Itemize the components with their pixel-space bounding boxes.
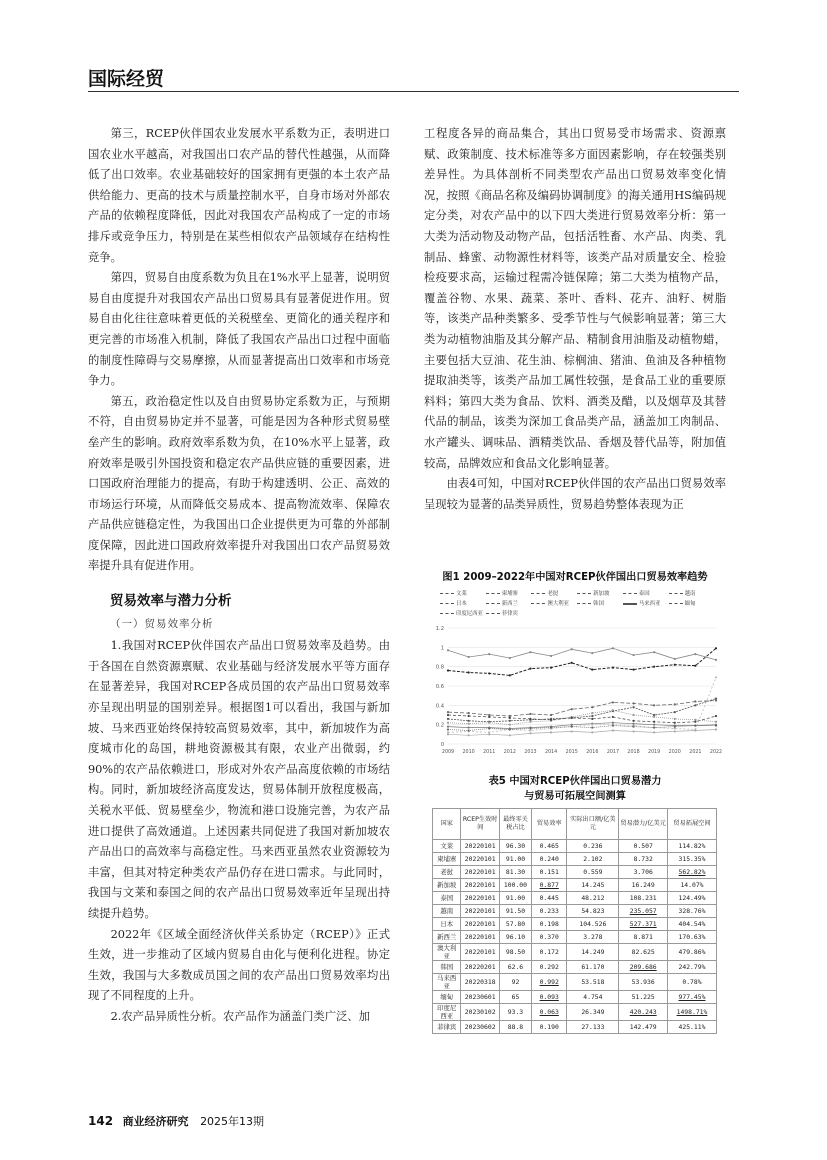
table-cell: 0.063 (532, 1004, 567, 1021)
table-cell: 108.231 (619, 892, 668, 905)
data-point (488, 731, 490, 733)
data-point (612, 701, 614, 703)
table-cell: 479.86% (667, 944, 716, 961)
table-cell: 20220318 (461, 974, 499, 991)
data-point (674, 727, 676, 729)
table-cell: 20220101 (461, 879, 499, 892)
country-cell: 缅甸 (433, 991, 461, 1004)
y-tick-label: 0.6 (435, 684, 444, 690)
table-cell: 0.559 (567, 866, 619, 879)
efficiency-line-chart (424, 584, 726, 760)
data-point (674, 730, 676, 732)
data-point (447, 669, 449, 671)
data-point (468, 729, 470, 731)
table-cell: 1498.71% (667, 1004, 716, 1021)
x-tick-label: 2017 (606, 750, 620, 755)
page-number: 142 (88, 1114, 114, 1128)
table-cell: 3.278 (567, 931, 619, 944)
data-point (591, 726, 593, 728)
data-point (571, 726, 573, 728)
table-cell: 425.11% (667, 1021, 716, 1034)
data-point (468, 726, 470, 728)
data-point (529, 721, 531, 723)
table-cell: 62.6 (499, 961, 531, 974)
table-cell: 48.212 (567, 892, 619, 905)
data-point (509, 734, 511, 736)
data-point (694, 721, 696, 723)
legend-item: 老挝 (531, 589, 575, 597)
legend-item: 菲律宾 (486, 609, 530, 617)
table-cell: 26.349 (567, 1004, 619, 1021)
data-point (509, 674, 511, 676)
table-cell: 20220101 (461, 918, 499, 931)
table-row (433, 961, 717, 974)
table-row (433, 892, 717, 905)
table-cell: 170.63% (667, 931, 716, 944)
table-cell: 53.936 (619, 974, 668, 991)
table-cell: 0.190 (532, 1021, 567, 1034)
data-point (715, 647, 717, 649)
table-cell: 57.80 (499, 918, 531, 931)
journal-name: 商业经济研究 (122, 1115, 189, 1128)
data-point (715, 721, 717, 723)
series-line (448, 699, 716, 722)
table-cell: 315.35% (667, 853, 716, 866)
data-point (488, 733, 490, 735)
table-cell: 977.45% (667, 991, 716, 1004)
data-point (653, 651, 655, 653)
country-cell: 泰国 (433, 892, 461, 905)
data-point (447, 711, 449, 713)
table-cell: 14.07% (667, 879, 716, 892)
data-point (447, 722, 449, 724)
table-cell: 98.50 (499, 944, 531, 961)
data-point (694, 725, 696, 727)
data-point (715, 728, 717, 730)
table-cell: 81.30 (499, 866, 531, 879)
data-point (529, 727, 531, 729)
col-header: 最终零关税占比 (499, 809, 531, 840)
table-row (433, 853, 717, 866)
table-cell: 0.236 (567, 840, 619, 853)
legend-item: 韩国 (577, 599, 621, 607)
table-cell: 96.30 (499, 840, 531, 853)
x-tick-label: 2015 (565, 750, 578, 755)
table-cell: 16.249 (619, 879, 668, 892)
x-tick-label: 2018 (627, 750, 640, 755)
data-point (468, 723, 470, 725)
right-column (424, 124, 726, 515)
data-point (529, 713, 531, 715)
data-point (447, 731, 449, 733)
legend-item: 柬埔寨 (486, 589, 530, 597)
table-cell: 114.82% (667, 840, 716, 853)
data-point (571, 724, 573, 726)
table-cell: 124.49% (667, 892, 716, 905)
table-cell: 20220101 (461, 840, 499, 853)
paragraph: 第五，政治稳定性以及自由贸易协定系数为正，与预期不符，自由贸易协定并不显著，可能是因为各种形式贸易壁垒产生的影响。政府效率系数为负，在10%水平上显著，政府效率是吸引外国投资和稳定农产品供应链的重要因素，进口国政府治理能力的提高，有助于构建透明、公正、高效的市场运行环境，从而降低交易成本、提高物流效率、保障农产品供应链稳定性，为我国出口企业提供更为可靠的外部制度保障，因此进口国政府效率提升对我国出口农产品贸易效率提升具有促进作用。 (88, 394, 390, 573)
data-point (488, 672, 490, 674)
table-cell: 96.10 (499, 931, 531, 944)
col-header: 实际出口额/亿美元 (567, 809, 619, 840)
data-point (571, 717, 573, 719)
data-point (632, 702, 634, 704)
data-point (447, 733, 449, 735)
data-point (447, 649, 449, 651)
table-cell: 8.732 (619, 853, 668, 866)
data-point (674, 722, 676, 724)
table-cell: 235.057 (619, 905, 668, 918)
country-cell: 日本 (433, 918, 461, 931)
col-header: RCEP生效时间 (461, 809, 499, 840)
data-point (653, 704, 655, 706)
table-cell: 88.8 (499, 1021, 531, 1034)
data-point (612, 725, 614, 727)
y-tick-label: 0.8 (435, 664, 444, 671)
data-point (653, 666, 655, 668)
table-row (433, 918, 717, 931)
country-cell: 韩国 (433, 961, 461, 974)
data-point (447, 726, 449, 728)
data-point (571, 648, 573, 650)
data-point (529, 718, 531, 720)
table-cell: 0.992 (532, 974, 567, 991)
data-point (550, 731, 552, 733)
table-cell: 91.00 (499, 892, 531, 905)
legend-item: 澳大利亚 (531, 599, 575, 607)
data-point (468, 720, 470, 722)
data-point (612, 667, 614, 669)
data-point (674, 718, 676, 720)
table-cell: 0.240 (532, 853, 567, 866)
legend-item: 马来西亚 (623, 599, 667, 607)
paragraph: 第三，RCEP伙伴国农业发展水平系数为正，表明进口国农业水平越高，对我国出口农产品的替代性越强，从而降低了出口效率。农业基础较好的国家拥有更强的本土农产品供给能力、更高的技术与质量控制水平，自身市场对外部农产品的依赖程度降低，因此对我国农产品构成了一定的市场排斥或竞争压力，特别是在某些相似农产品领域存在结构性竞争。 (88, 127, 390, 264)
table-cell: 53.518 (567, 974, 619, 991)
data-point (674, 658, 676, 660)
table-title-line1: 表5 中国对RCEP伙伴国出口贸易潜力 (488, 776, 662, 787)
table-cell: 0.172 (532, 944, 567, 961)
data-point (591, 706, 593, 708)
x-tick-label: 2020 (668, 750, 681, 755)
data-point (571, 730, 573, 732)
data-point (674, 664, 676, 666)
data-point (509, 715, 511, 717)
data-point (488, 653, 490, 655)
table-cell: 0.465 (532, 840, 567, 853)
data-point (591, 652, 593, 654)
country-cell: 新加坡 (433, 879, 461, 892)
data-point (509, 728, 511, 730)
data-point (653, 714, 655, 716)
table-cell: 20220101 (461, 866, 499, 879)
series-line (448, 701, 716, 717)
table-cell: 65 (499, 991, 531, 1004)
table-cell: 0.093 (532, 991, 567, 1004)
table-cell: 104.526 (567, 918, 619, 931)
table-cell: 0.78% (667, 974, 716, 991)
data-point (468, 656, 470, 658)
data-point (550, 714, 552, 716)
country-cell: 印度尼西亚 (433, 1004, 461, 1021)
table-cell: 0.233 (532, 905, 567, 918)
data-point (571, 662, 573, 664)
data-point (715, 715, 717, 717)
data-point (591, 668, 593, 670)
table-cell: 14.245 (567, 879, 619, 892)
table-title-line2: 与贸易可拓展空间测算 (524, 791, 626, 802)
country-cell: 新西兰 (433, 931, 461, 944)
table-row (433, 931, 717, 944)
table-cell: 14.249 (567, 944, 619, 961)
table-cell: 0.151 (532, 866, 567, 879)
legend-item: 越南 (669, 589, 713, 597)
data-point (612, 716, 614, 718)
table-cell: 2.102 (567, 853, 619, 866)
table-cell: 91.00 (499, 853, 531, 866)
data-point (632, 720, 634, 722)
data-point (694, 704, 696, 706)
data-point (550, 655, 552, 657)
paragraph: 由表4可知，中国对RCEP伙伴国的农产品出口贸易效率呈现较为显著的品类异质性，贸易趋势整体表现为正 (424, 477, 726, 511)
x-tick-label: 2016 (586, 750, 599, 755)
table-cell: 0.198 (532, 918, 567, 931)
figure-title: 图1 2009–2022年中国对RCEP伙伴国出口贸易效率趋势 (442, 572, 708, 583)
table-cell: 3.706 (619, 866, 668, 879)
table-row (433, 905, 717, 918)
x-tick-label: 2021 (689, 750, 702, 755)
table-title (424, 774, 726, 804)
data-point (715, 676, 717, 678)
table-cell: 20230102 (461, 1004, 499, 1021)
col-header: 贸易潜力/亿美元 (619, 809, 668, 840)
country-cell: 文莱 (433, 840, 461, 853)
table-cell: 54.823 (567, 905, 619, 918)
data-point (612, 647, 614, 649)
table-cell: 4.754 (567, 991, 619, 1004)
table-cell: 20220101 (461, 905, 499, 918)
data-point (653, 724, 655, 726)
data-point (447, 728, 449, 730)
data-point (632, 714, 634, 716)
x-tick-label: 2022 (709, 750, 723, 755)
table-cell: 142.479 (619, 1021, 668, 1034)
legend-item: 缅甸 (669, 599, 713, 607)
table-cell: 328.76% (667, 905, 716, 918)
table-cell: 0.292 (532, 961, 567, 974)
legend-item: 印度尼西亚 (440, 609, 484, 617)
data-point (488, 722, 490, 724)
table-header-row (433, 809, 717, 840)
data-point (488, 716, 490, 718)
data-point (488, 714, 490, 716)
x-tick-label: 2012 (503, 750, 516, 755)
data-point (529, 729, 531, 731)
data-point (632, 654, 634, 656)
legend-item: 日本 (440, 599, 484, 607)
x-tick-label: 2019 (648, 750, 661, 755)
table-row (433, 879, 717, 892)
data-point (694, 719, 696, 721)
table-cell: 0.445 (532, 892, 567, 905)
table-row (433, 974, 717, 991)
table-cell: 527.371 (619, 918, 668, 931)
data-point (694, 665, 696, 667)
data-point (509, 657, 511, 659)
data-point (632, 668, 634, 670)
data-point (550, 726, 552, 728)
data-point (529, 732, 531, 734)
section-heading: 贸易效率与潜力分析 (110, 593, 232, 610)
y-tick-label: 0.2 (435, 722, 444, 729)
data-point (468, 671, 470, 673)
data-point (591, 718, 593, 720)
table-cell: 404.54% (667, 918, 716, 931)
data-point (653, 721, 655, 723)
data-point (591, 724, 593, 726)
data-point (674, 711, 676, 713)
col-header: 贸易效率 (532, 809, 567, 840)
country-cell: 马来西亚 (433, 974, 461, 991)
table-cell: 100.00 (499, 879, 531, 892)
y-tick-label: 0.4 (435, 703, 444, 710)
table-cell: 61.170 (567, 961, 619, 974)
data-point (591, 715, 593, 717)
section-header: 国际经贸 (88, 68, 165, 90)
trade-potential-table (432, 808, 717, 1034)
data-point (447, 714, 449, 716)
legend-item: 泰国 (623, 589, 667, 597)
table-row (433, 866, 717, 879)
data-point (715, 699, 717, 701)
subsection-heading: （一）贸易效率分析 (110, 617, 214, 630)
y-tick-label: 1.2 (435, 626, 444, 632)
x-tick-label: 2014 (544, 750, 558, 755)
data-point (550, 719, 552, 721)
paragraph: 1.我国对RCEP伙伴国农产品出口贸易效率及趋势。由于各国在自然资源禀赋、农业基础与经济发展水平等方面存在显著差异，我国对RCEP各成员国的农产品出口贸易效率亦呈现出明显的国别差异。根据图1可以看出，我国与新加坡、马来西亚始终保持较高贸易效率，其中，新加坡作为高度城市化的岛国，耕地资源极其有限，农业产出微弱，约90%的农产品依赖进口，形成对外农产品高度依赖的市场结构。同时，新加坡经济高度发达，贸易体制开放程度极高，关税水平低、贸易壁垒少，物流和港口设施完善，为农产品进口提供了高效通道。上述因素共同促进了我国对新加坡农产品出口的高效率与高稳定性。马来西亚虽然农业资源较为丰富，但其对特定种类农产品仍存在进口需求。与此同时，我国与文莱和泰国之间的农产品出口贸易效率近年呈现出持续提升趋势。 (88, 639, 390, 920)
country-cell: 柬埔寨 (433, 853, 461, 866)
table-cell: 82.625 (619, 944, 668, 961)
data-point (653, 726, 655, 728)
table-cell: 20220101 (461, 892, 499, 905)
col-header: 贸易拓展空间 (667, 809, 716, 840)
table-cell: 93.3 (499, 1004, 531, 1021)
data-point (632, 706, 634, 708)
data-point (674, 726, 676, 728)
legend-item: 新西兰 (486, 599, 530, 607)
country-cell: 菲律宾 (433, 1021, 461, 1034)
data-point (653, 716, 655, 718)
data-point (715, 725, 717, 727)
paragraph: 2022年《区域全面经济伙伴关系协定（RCEP）》正式生效，进一步推动了区域内贸易自由化与便利化进程。协定生效，我国与大多数成员国之间的农产品出口贸易效率均出现了不同程度的上升。 (88, 927, 390, 1003)
data-point (529, 668, 531, 670)
data-point (674, 703, 676, 705)
data-point (571, 708, 573, 710)
x-tick-label: 2010 (462, 750, 475, 755)
data-point (468, 734, 470, 736)
legend-item: 文莱 (440, 589, 484, 597)
data-point (653, 731, 655, 733)
table-row (433, 991, 717, 1004)
data-point (715, 659, 717, 661)
table-row (433, 1004, 717, 1021)
data-point (612, 722, 614, 724)
table-cell: 20220101 (461, 944, 499, 961)
table-cell: 562.82% (667, 866, 716, 879)
table-row (433, 840, 717, 853)
table-cell: 20220101 (461, 853, 499, 866)
series-line (448, 648, 716, 675)
table-row (433, 944, 717, 961)
data-point (612, 729, 614, 731)
table-cell: 242.79% (667, 961, 716, 974)
table-cell: 20230602 (461, 1021, 499, 1034)
table-cell: 8.871 (619, 931, 668, 944)
table-cell: 209.686 (619, 961, 668, 974)
table-cell: 0.370 (532, 931, 567, 944)
paragraph: 2.农产品异质性分析。农产品作为涵盖门类广泛、加 (110, 1009, 370, 1023)
country-cell: 澳大利亚 (433, 944, 461, 961)
paragraph: 第四，贸易自由度系数为负且在1%水平上显著，说明贸易自由度提升对我国农产品出口贸易具有显著促进作用。贸易自由化往往意味着更低的关税壁垒、更简化的通关程序和更完善的市场准入机制，降低了我国农产品出口过程中面临的制度性障碍与交易摩擦，从而显著提高出口效率和市场竞争力。 (88, 271, 390, 388)
data-point (509, 724, 511, 726)
table-cell: 51.225 (619, 991, 668, 1004)
data-point (715, 697, 717, 699)
page-footer (88, 1113, 264, 1129)
col-header: 国家 (433, 809, 461, 840)
table-cell: 420.243 (619, 1004, 668, 1021)
y-tick-label: 0 (440, 742, 444, 748)
table-cell: 0.877 (532, 879, 567, 892)
paragraph: 工程度各异的商品集合，其出口贸易受市场需求、资源禀赋、政策制度、技术标准等多方面因素影响，存在较强类别差异性。为具体剖析不同类型农产品出口贸易效率变化情况，按照《商品名称及编码协调制度》的海关通用HS编码规定分类，对农产品中的以下四大类进行贸易效率分析：第一大类为活动物及动物产品，包括活牲畜、水产品、肉类、乳制品、蜂蜜、动物源性材料等，该类产品对质量安全、检验检疫要求高，运输过程需冷链保障；第二大类为植物产品，覆盖谷物、水果、蔬菜、茶叶、香料、花卉、油籽、树脂等，该类产品种类繁多、受季节性与气候影响显著；第三大类为动植物油脂及其分解产品、精制食用油脂及动植物蜡，主要包括大豆油、花生油、棕榈油、猪油、鱼油及各种植物提取油类等，该类产品加工属性较强，是食品工业的重要原料料；第四大类为食品、饮料、酒类及醋，以及烟草及其替代品的制品，该类为深加工食品类产品，涵盖加工肉制品、水产罐头、调味品、酒精类饮品、香烟及替代品等，附加值较高，品牌效应和食品文化影响显著。 (424, 127, 726, 470)
y-tick-label: 1 (440, 645, 444, 652)
data-point (632, 730, 634, 732)
table-cell: 0.507 (619, 840, 668, 853)
table-cell: 20220201 (461, 961, 499, 974)
issue-label: 2025年13期 (200, 1115, 265, 1128)
data-point (509, 720, 511, 722)
data-point (488, 727, 490, 729)
data-point (468, 712, 470, 714)
table-cell: 20230601 (461, 991, 499, 1004)
data-point (632, 726, 634, 728)
data-point (591, 712, 593, 714)
table-row (433, 1021, 717, 1034)
table-cell: 20220101 (461, 931, 499, 944)
data-point (591, 731, 593, 733)
data-point (550, 667, 552, 669)
data-point (509, 717, 511, 719)
x-tick-label: 2011 (483, 750, 496, 755)
data-point (694, 729, 696, 731)
data-point (694, 653, 696, 655)
country-cell: 老挝 (433, 866, 461, 879)
data-point (468, 715, 470, 717)
legend-item: 新加坡 (577, 589, 621, 597)
x-tick-label: 2013 (524, 750, 537, 755)
data-point (632, 723, 634, 725)
table-cell: 27.133 (567, 1021, 619, 1034)
data-point (694, 700, 696, 702)
table-cell: 92 (499, 974, 531, 991)
data-point (612, 709, 614, 711)
country-cell: 越南 (433, 905, 461, 918)
x-tick-label: 2009 (441, 750, 455, 755)
data-point (447, 718, 449, 720)
left-column (88, 124, 390, 1028)
table-cell: 91.50 (499, 905, 531, 918)
header-rule (88, 91, 739, 92)
data-point (529, 651, 531, 653)
